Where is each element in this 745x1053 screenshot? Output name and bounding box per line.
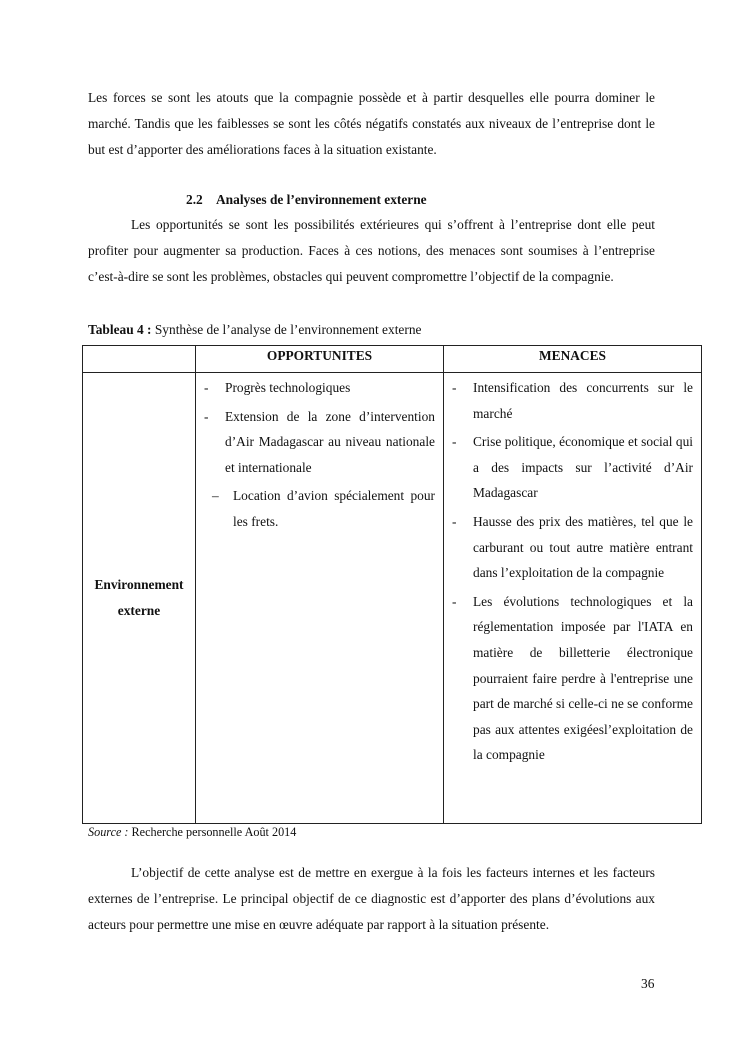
section-number: 2.2 [186,192,203,207]
table-header-row [83,346,702,373]
page-number: 36 [641,976,655,991]
synthesis-table [82,345,702,824]
bullet-dash: - [452,593,457,609]
table-row [83,373,702,824]
list-item-text: Crise politique, économique et social qui a des impacts sur l’activité d’Air Madagascar [473,434,693,501]
list-item-text: Progrès technologiques [225,380,351,395]
list-item [196,404,435,481]
bullet-dash: - [452,380,457,395]
table-caption-text: Synthèse de l’analyse de l’environnement externe [151,322,422,337]
header-empty-cell [83,346,196,373]
header-opportunities: OPPORTUNITES [196,346,444,373]
list-item [444,509,693,586]
table-caption [88,320,421,340]
header-threats: MENACES [444,346,702,373]
list-item-text: Intensification des concurrents sur le marché [473,380,693,421]
section-paragraph: Les opportunités se sont les possibilités extérieures qui s’offrent à l’entreprise dont elle peut profiter pour augmenter sa production. Faces à ces notions, des menaces sont soumises à l’entreprise c’est-à-dire se sont les problèmes, obstacles qui peuvent compromettre l’objectif de la compagnie. [88,217,655,285]
list-item [444,589,693,768]
section-title: Analyses de l’environnement externe [216,192,427,207]
threats-list [444,373,701,768]
threats-cell [444,373,702,824]
row-header-line1: Environnement [94,577,184,592]
source-label: Source : [88,825,129,839]
intro-paragraph: Les forces se sont les atouts que la compagnie possède et à partir desquelles elle pourra dominer le marché. Tandis que les faiblesses se sont les côtés négatifs constatés aux niveaux de l’entreprise dont le but est d’apporter des améliorations faces à la situation existante. [88,90,655,158]
list-item-text: Hausse des prix des matières, tel que le carburant ou tout autre matière entrant dans l’exploitation de la compagnie [473,513,693,581]
conclusion-paragraph: L’objectif de cette analyse est de mettre en exergue à la fois les facteurs internes et les facteurs externes de l’entreprise. Le principal objectif de ce diagnostic est d’apporter des plans d’évolutions aux acteurs pour permettre une mise en œuvre adéquate par rapport à la situation présente. [88,865,655,933]
bullet-dash: - [204,408,209,424]
opportunities-cell [196,373,444,824]
table-source [88,823,296,841]
list-item-text: Extension de la zone d’intervention d’Air Madagascar au niveau nationale et internationale [225,408,435,475]
row-header-cell [83,373,196,824]
list-item-text: Location d’avion spécialement pour les frets. [233,488,435,529]
list-item [444,429,693,506]
source-text: Recherche personnelle Août 2014 [128,825,297,839]
opportunities-list [196,373,443,535]
list-item-text: Les évolutions technologiques et la réglementation imposée par l'IATA en matière de billetterie électronique pourraient faire perdre à l'entreprise une part de marché si celle-ci ne se conforme pas aux attentes exigéesl’exploitation de la compagnie [473,593,693,763]
bullet-dash: – [212,488,219,504]
list-item [444,375,693,426]
section-heading [186,190,427,210]
bullet-dash: - [204,380,209,395]
bullet-dash: - [452,513,457,529]
bullet-dash: - [452,434,457,450]
row-header-line2: externe [117,603,161,618]
list-item [196,483,435,534]
table-caption-label: Tableau 4 : [88,322,152,337]
list-item [196,375,435,401]
